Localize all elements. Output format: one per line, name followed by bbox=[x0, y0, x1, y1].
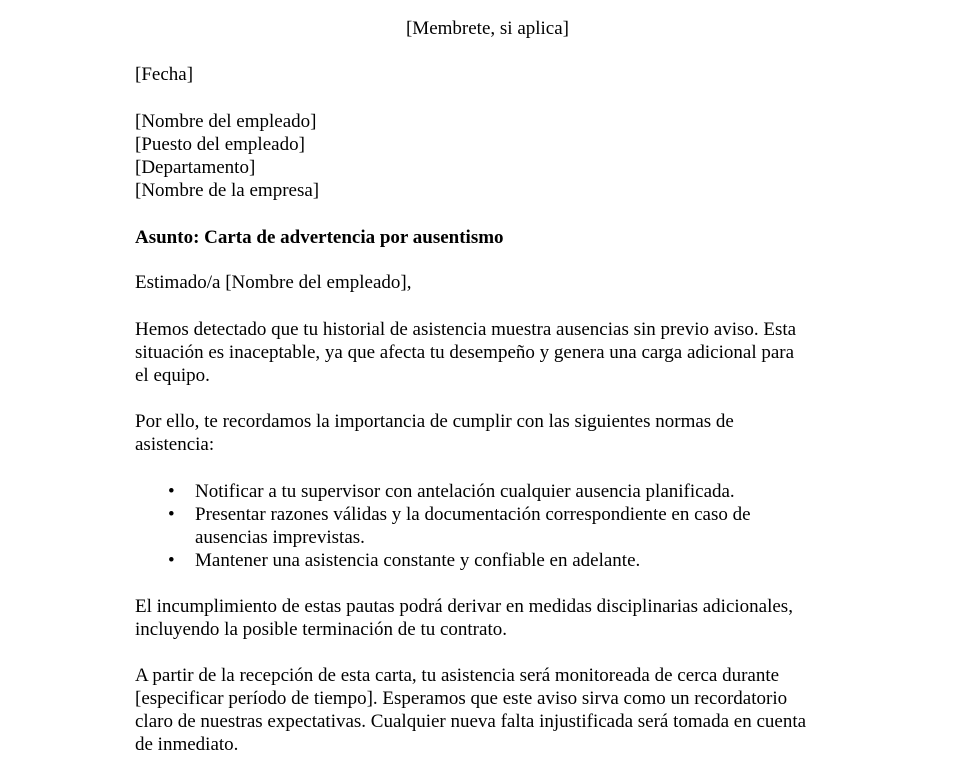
paragraph-2 bbox=[135, 410, 855, 456]
paragraph-line: El incumplimiento de estas pautas podrá derivar en medidas disciplinarias adicionales, bbox=[135, 596, 793, 617]
bullet-icon: • bbox=[168, 550, 175, 571]
recipient-department: [Departamento] bbox=[135, 157, 256, 178]
subject-line: Asunto: Carta de advertencia por ausentismo bbox=[135, 227, 504, 248]
paragraph-line: el equipo. bbox=[135, 365, 210, 386]
greeting: Estimado/a [Nombre del empleado], bbox=[135, 272, 412, 293]
recipient-company: [Nombre de la empresa] bbox=[135, 180, 320, 201]
list-item bbox=[135, 549, 855, 572]
paragraph-3 bbox=[135, 595, 855, 641]
bullet-icon: • bbox=[168, 481, 175, 502]
list-item bbox=[135, 503, 855, 549]
paragraph-1 bbox=[135, 318, 855, 387]
list-item-text: ausencias imprevistas. bbox=[195, 527, 365, 548]
recipient-block bbox=[135, 110, 855, 202]
bullet-icon: • bbox=[168, 504, 175, 525]
paragraph-4 bbox=[135, 664, 855, 756]
date: [Fecha] bbox=[135, 64, 194, 85]
paragraph-line: incluyendo la posible terminación de tu contrato. bbox=[135, 619, 507, 640]
list-item-text: Notificar a tu supervisor con antelación cualquier ausencia planificada. bbox=[195, 481, 735, 502]
paragraph-line: asistencia: bbox=[135, 434, 215, 455]
paragraph-line: A partir de la recepción de esta carta, tu asistencia será monitoreada de cerca durante bbox=[135, 665, 780, 686]
paragraph-line: [especificar período de tiempo]. Esperamos que este aviso sirva como un recordatorio bbox=[135, 688, 788, 709]
list-item bbox=[135, 480, 855, 503]
recipient-position: [Puesto del empleado] bbox=[135, 134, 305, 155]
letterhead: [Membrete, si aplica] bbox=[405, 18, 569, 39]
paragraph-line: Hemos detectado que tu historial de asistencia muestra ausencias sin previo aviso. Esta bbox=[135, 319, 797, 340]
paragraph-line: claro de nuestras expectativas. Cualquier nueva falta injustificada será tomada en cuenta bbox=[135, 711, 807, 732]
paragraph-line: de inmediato. bbox=[135, 734, 239, 755]
paragraph-line: Por ello, te recordamos la importancia de cumplir con las siguientes normas de bbox=[135, 411, 734, 432]
paragraph-line: situación es inaceptable, ya que afecta tu desempeño y genera una carga adicional para bbox=[135, 342, 795, 363]
recipient-name: [Nombre del empleado] bbox=[135, 111, 317, 132]
list-item-text: Mantener una asistencia constante y confiable en adelante. bbox=[195, 550, 641, 571]
list-item-text: Presentar razones válidas y la documentación correspondiente en caso de bbox=[195, 504, 751, 525]
norms-list bbox=[135, 480, 855, 572]
